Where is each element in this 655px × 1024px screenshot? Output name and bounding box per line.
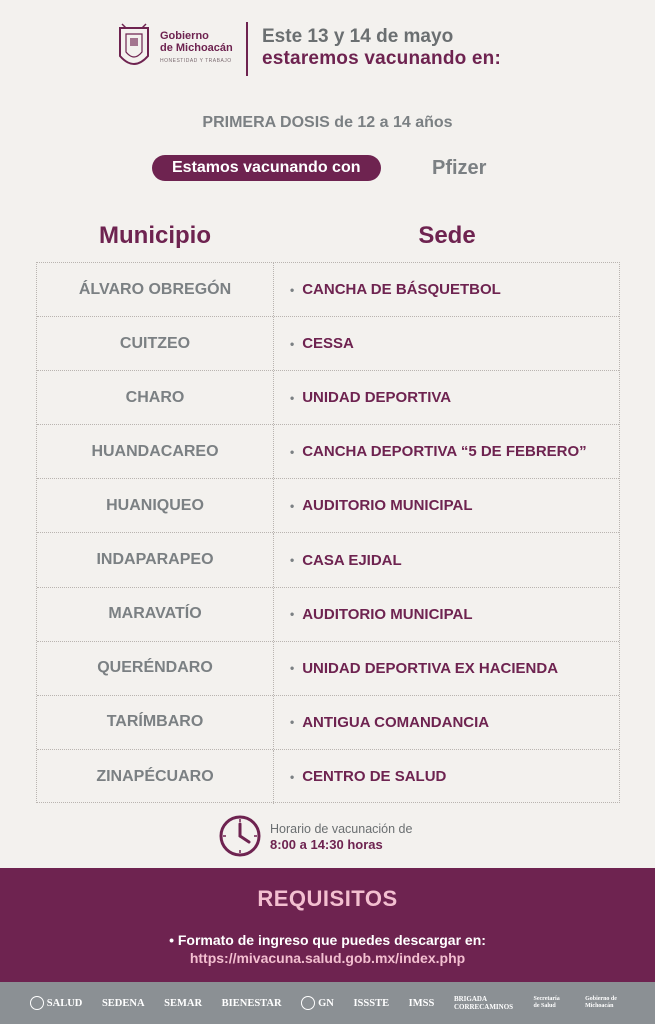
bullet-icon: • (290, 715, 295, 730)
bullet-icon: • (290, 553, 295, 568)
municipio-cell: TARÍMBARO (37, 696, 274, 749)
logo-gn-text: GN (318, 997, 334, 1009)
municipio-cell: CHARO (37, 371, 274, 424)
table-row (37, 533, 619, 587)
sede-cell (274, 443, 619, 460)
logo-issste: ISSSTE (353, 997, 390, 1009)
logo-gn (301, 996, 334, 1010)
table-row (37, 642, 619, 696)
bullet-icon: • (290, 607, 295, 622)
sede-cell (274, 768, 619, 785)
logo-semar: SEMAR (164, 997, 203, 1009)
sede-cell (274, 497, 619, 514)
table-row (37, 750, 619, 804)
table-row (37, 696, 619, 750)
sede-cell (274, 552, 619, 569)
vaccinating-line: estaremos vacunando en: (262, 48, 502, 69)
date-line: Este 13 y 14 de mayo (262, 26, 454, 47)
sede-text: CESSA (302, 335, 354, 353)
hours-label: Horario de vacunación de (270, 822, 413, 836)
table-row (37, 479, 619, 533)
bullet-icon: • (290, 661, 295, 676)
vaccine-banner (152, 155, 532, 181)
sede-cell (274, 335, 619, 352)
municipio-cell: INDAPARAPEO (37, 533, 274, 586)
locations-table (36, 262, 620, 803)
government-name-line1: Gobierno (160, 30, 209, 42)
municipio-cell: ÁLVARO OBREGÓN (37, 263, 274, 316)
logo-gobierno-text: Gobierno de Michoacán (585, 996, 617, 1009)
logo-gobierno-michoacan (585, 996, 625, 1010)
municipio-cell: ZINAPÉCUARO (37, 750, 274, 804)
hours-value: 8:00 a 14:30 horas (270, 837, 383, 852)
table-row (37, 425, 619, 479)
requisitos-title: REQUISITOS (257, 886, 398, 911)
bullet-icon: • (290, 282, 295, 297)
municipio-cell: MARAVATÍO (37, 588, 274, 641)
header (0, 18, 655, 78)
sede-cell (274, 389, 619, 406)
clock-icon (218, 814, 262, 858)
municipio-cell: HUANIQUEO (37, 479, 274, 532)
table-row (37, 317, 619, 371)
sede-text: UNIDAD DEPORTIVA EX HACIENDA (302, 659, 559, 677)
logo-sedena: SEDENA (101, 997, 145, 1009)
logo-brigada (454, 995, 514, 1011)
michoacan-seal-icon (116, 22, 152, 74)
sede-text: CANCHA DEPORTIVA “5 DE FEBRERO” (302, 443, 587, 461)
sede-text: UNIDAD DEPORTIVA (302, 389, 452, 407)
gn-seal-icon (301, 996, 315, 1010)
government-logo (116, 22, 236, 76)
header-divider (246, 22, 248, 76)
requisitos-link[interactable]: https://mivacuna.salud.gob.mx/index.php (189, 950, 466, 966)
sede-cell (274, 660, 619, 677)
requisitos-item: • Formato de ingreso que puedes descargar en: (169, 932, 486, 948)
sede-cell (274, 714, 619, 731)
vaccine-pill: Estamos vacunando con (152, 155, 381, 181)
logo-bienestar: BIENESTAR (221, 997, 282, 1009)
municipio-cell: CUITZEO (37, 317, 274, 370)
logo-salud-text: SALUD (46, 997, 83, 1009)
government-name (160, 30, 233, 54)
column-header-sede: Sede (418, 222, 476, 249)
salud-seal-icon (30, 996, 44, 1010)
sede-text: AUDITORIO MUNICIPAL (302, 497, 473, 515)
government-name-line2: de Michoacán (160, 42, 233, 54)
sede-cell (274, 281, 619, 298)
sede-cell (274, 606, 619, 623)
municipio-cell: QUERÉNDARO (37, 642, 274, 695)
municipio-cell: HUANDACAREO (37, 425, 274, 478)
logo-salud (30, 996, 83, 1010)
sede-text: CANCHA DE BÁSQUETBOL (302, 281, 501, 299)
logo-secretaria-salud (534, 996, 566, 1010)
government-motto: HONESTIDAD Y TRABAJO (160, 58, 232, 64)
dose-title: PRIMERA DOSIS de 12 a 14 años (202, 114, 453, 131)
bullet-icon: • (290, 390, 295, 405)
vaccine-brand: Pfizer (432, 157, 487, 179)
table-row (37, 588, 619, 642)
bullet-icon: • (290, 498, 295, 513)
column-header-municipio: Municipio (99, 222, 211, 249)
logo-secretaria-text: Secretaría de Salud (533, 996, 560, 1009)
bullet-icon: • (290, 444, 295, 459)
bullet-icon: • (290, 769, 295, 784)
footer-logos (0, 982, 655, 1024)
requisitos-section (0, 868, 655, 982)
sede-text: AUDITORIO MUNICIPAL (302, 605, 473, 623)
logo-brigada-text: BRIGADA CORRECAMINOS (453, 995, 514, 1011)
sede-text: ANTIGUA COMANDANCIA (302, 713, 490, 731)
vaccination-hours (218, 814, 478, 860)
sede-text: CASA EJIDAL (302, 551, 402, 569)
logo-imss: IMSS (408, 997, 435, 1009)
table-row (37, 371, 619, 425)
bullet-icon: • (290, 336, 295, 351)
table-row (37, 263, 619, 317)
sede-text: CENTRO DE SALUD (302, 768, 447, 786)
